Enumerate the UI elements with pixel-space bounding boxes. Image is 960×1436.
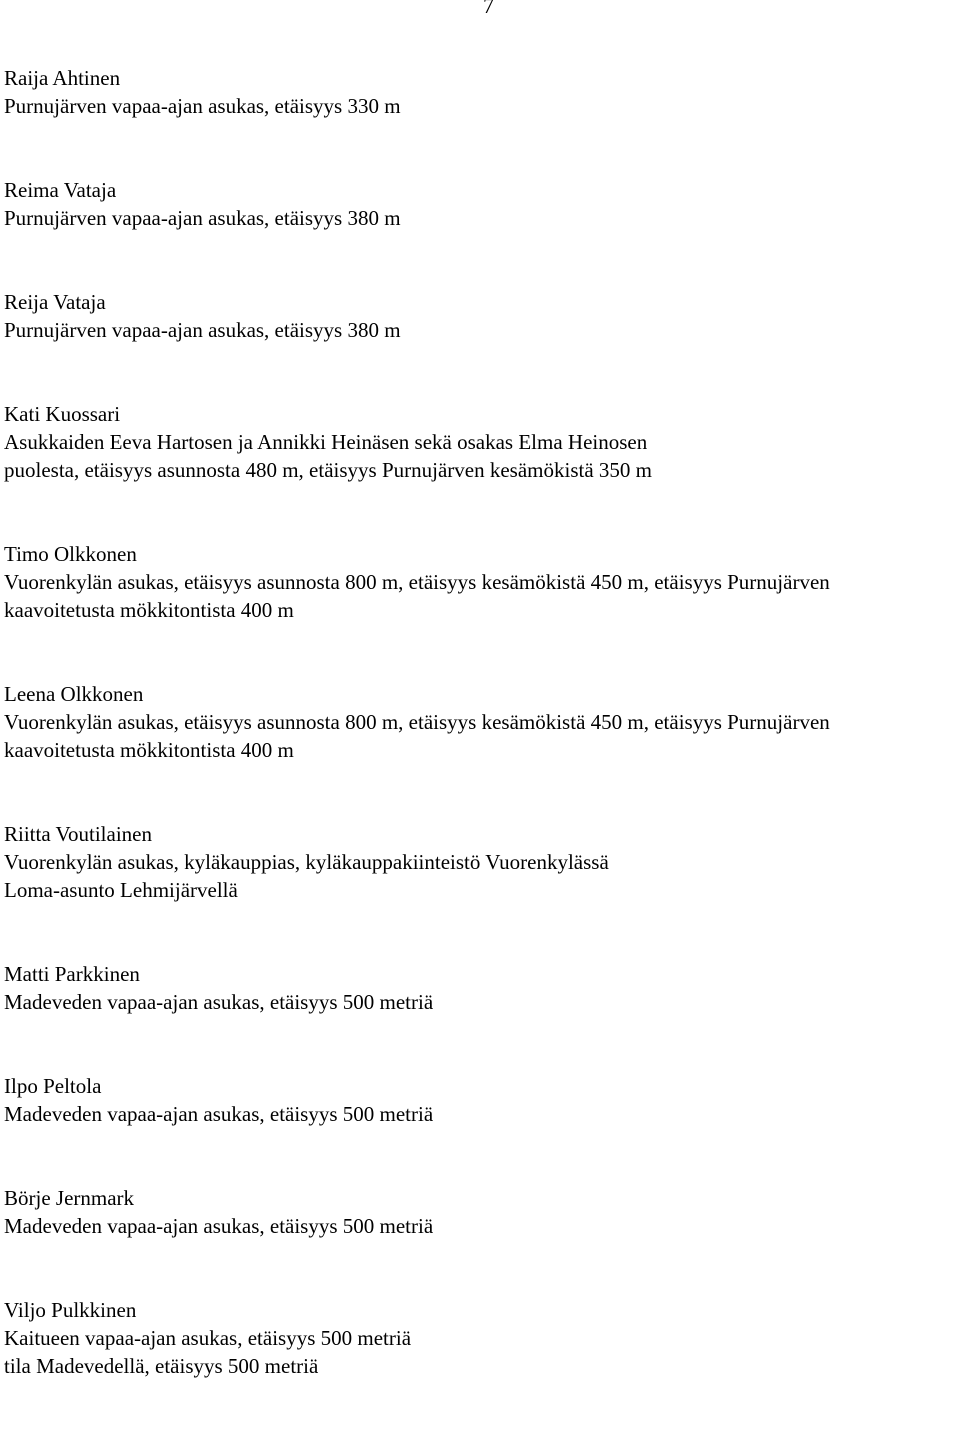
- entry-detail: Purnujärven vapaa-ajan asukas, etäisyys 380 m: [4, 206, 401, 230]
- entry-reija-vataja: [4, 288, 960, 344]
- entry-detail: Kaitueen vapaa-ajan asukas, etäisyys 500 metriä: [4, 1326, 412, 1350]
- entry-name: Riitta Voutilainen: [4, 822, 152, 846]
- entry-name: Reija Vataja: [4, 290, 106, 314]
- entry-detail: puolesta, etäisyys asunnosta 480 m, etäisyys Purnujärven kesämökistä 350 m: [4, 458, 652, 482]
- entry-ilpo-peltola: [4, 1072, 960, 1128]
- entry-detail: Madeveden vapaa-ajan asukas, etäisyys 500 metriä: [4, 1102, 434, 1126]
- page-number: 7: [483, 0, 494, 18]
- entry-name: Viljo Pulkkinen: [4, 1298, 137, 1322]
- entry-riitta-voutilainen: [4, 820, 960, 904]
- entry-borje-jernmark: [4, 1184, 960, 1240]
- entry-detail: Madeveden vapaa-ajan asukas, etäisyys 500 metriä: [4, 1214, 434, 1238]
- entry-name: Börje Jernmark: [4, 1186, 135, 1210]
- entry-reima-vataja: [4, 176, 960, 232]
- entry-kati-kuossari: [4, 400, 960, 484]
- entry-detail: Vuorenkylän asukas, kyläkauppias, kyläkauppakiinteistö Vuorenkylässä: [4, 850, 609, 874]
- entry-detail: Asukkaiden Eeva Hartosen ja Annikki Heinäsen sekä osakas Elma Heinosen: [4, 430, 648, 454]
- entry-name: Raija Ahtinen: [4, 66, 121, 90]
- entry-detail: Vuorenkylän asukas, etäisyys asunnosta 800 m, etäisyys kesämökistä 450 m, etäisyys Purnujärven: [4, 570, 830, 594]
- entry-name: Kati Kuossari: [4, 402, 121, 426]
- entry-matti-parkkinen: [4, 960, 960, 1016]
- entry-name: Ilpo Peltola: [4, 1074, 102, 1098]
- entry-detail: Purnujärven vapaa-ajan asukas, etäisyys 380 m: [4, 318, 401, 342]
- entry-timo-olkkonen: [4, 540, 960, 624]
- entry-detail: kaavoitetusta mökkitontista 400 m: [4, 738, 294, 762]
- entry-name: Timo Olkkonen: [4, 542, 137, 566]
- entry-detail: kaavoitetusta mökkitontista 400 m: [4, 598, 294, 622]
- entry-leena-olkkonen: [4, 680, 960, 764]
- entry-detail: Vuorenkylän asukas, etäisyys asunnosta 800 m, etäisyys kesämökistä 450 m, etäisyys Purnujärven: [4, 710, 830, 734]
- entry-name: Matti Parkkinen: [4, 962, 140, 986]
- entry-detail: Loma-asunto Lehmijärvellä: [4, 878, 238, 902]
- entry-name: Reima Vataja: [4, 178, 117, 202]
- entry-viljo-pulkkinen: [4, 1296, 960, 1380]
- entry-name: Leena Olkkonen: [4, 682, 144, 706]
- entry-detail: Purnujärven vapaa-ajan asukas, etäisyys 330 m: [4, 94, 401, 118]
- entry-detail: Madeveden vapaa-ajan asukas, etäisyys 500 metriä: [4, 990, 434, 1014]
- entry-raija-ahtinen: [4, 64, 960, 120]
- entry-list: [4, 64, 960, 1436]
- entry-detail: tila Madevedellä, etäisyys 500 metriä: [4, 1354, 319, 1378]
